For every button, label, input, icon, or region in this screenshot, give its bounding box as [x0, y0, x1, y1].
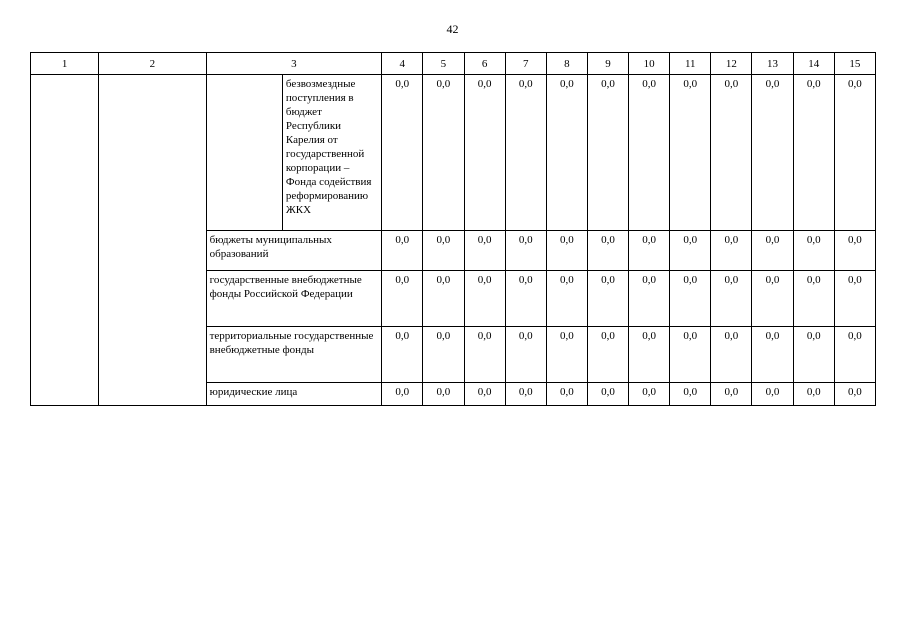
- header-cell: 15: [834, 53, 875, 75]
- value-cell: 0,0: [629, 383, 670, 406]
- col1-empty-cell: [31, 75, 99, 406]
- budget-table: [30, 52, 876, 406]
- value-cell: 0,0: [711, 231, 752, 271]
- value-cell: 0,0: [505, 327, 546, 383]
- value-cell: 0,0: [464, 327, 505, 383]
- header-cell: 4: [382, 53, 423, 75]
- indent-empty-cell: [206, 75, 282, 231]
- header-cell: 8: [546, 53, 587, 75]
- value-cell: 0,0: [382, 75, 423, 231]
- header-cell: 13: [752, 53, 793, 75]
- value-cell: 0,0: [752, 271, 793, 327]
- value-cell: 0,0: [834, 327, 875, 383]
- value-cell: 0,0: [423, 271, 464, 327]
- value-cell: 0,0: [670, 75, 711, 231]
- value-cell: 0,0: [793, 231, 834, 271]
- value-cell: 0,0: [711, 327, 752, 383]
- value-cell: 0,0: [752, 327, 793, 383]
- row-label: бюджеты муниципальных образований: [206, 231, 382, 271]
- value-cell: 0,0: [464, 271, 505, 327]
- value-cell: 0,0: [834, 75, 875, 231]
- value-cell: 0,0: [382, 327, 423, 383]
- value-cell: 0,0: [629, 271, 670, 327]
- row-label: безвозмездные поступления в бюджет Республики Карелия от государственной корпорации – Фонда содействия реформированию ЖКХ: [282, 75, 381, 231]
- value-cell: 0,0: [464, 231, 505, 271]
- value-cell: 0,0: [587, 231, 628, 271]
- header-cell: 12: [711, 53, 752, 75]
- value-cell: 0,0: [382, 231, 423, 271]
- value-cell: 0,0: [587, 383, 628, 406]
- value-cell: 0,0: [382, 271, 423, 327]
- value-cell: 0,0: [752, 231, 793, 271]
- value-cell: 0,0: [587, 271, 628, 327]
- value-cell: 0,0: [546, 75, 587, 231]
- value-cell: 0,0: [382, 383, 423, 406]
- header-cell: 11: [670, 53, 711, 75]
- value-cell: 0,0: [670, 271, 711, 327]
- value-cell: 0,0: [834, 383, 875, 406]
- value-cell: 0,0: [546, 327, 587, 383]
- value-cell: 0,0: [629, 231, 670, 271]
- value-cell: 0,0: [505, 231, 546, 271]
- value-cell: 0,0: [546, 231, 587, 271]
- value-cell: 0,0: [793, 271, 834, 327]
- value-cell: 0,0: [423, 231, 464, 271]
- value-cell: 0,0: [546, 271, 587, 327]
- table-row: [31, 75, 876, 231]
- value-cell: 0,0: [546, 383, 587, 406]
- value-cell: 0,0: [752, 75, 793, 231]
- value-cell: 0,0: [670, 327, 711, 383]
- value-cell: 0,0: [711, 383, 752, 406]
- value-cell: 0,0: [793, 75, 834, 231]
- row-label: государственные внебюджетные фонды Российской Федерации: [206, 271, 382, 327]
- value-cell: 0,0: [793, 383, 834, 406]
- value-cell: 0,0: [834, 231, 875, 271]
- value-cell: 0,0: [629, 327, 670, 383]
- value-cell: 0,0: [423, 327, 464, 383]
- value-cell: 0,0: [423, 75, 464, 231]
- header-cell: 10: [629, 53, 670, 75]
- header-cell: 3: [206, 53, 382, 75]
- value-cell: 0,0: [464, 383, 505, 406]
- value-cell: 0,0: [670, 383, 711, 406]
- page-number: 42: [446, 22, 459, 36]
- value-cell: 0,0: [711, 271, 752, 327]
- row-label: территориальные государственные внебюджетные фонды: [206, 327, 382, 383]
- value-cell: 0,0: [587, 327, 628, 383]
- header-cell: 5: [423, 53, 464, 75]
- value-cell: 0,0: [670, 231, 711, 271]
- value-cell: 0,0: [423, 383, 464, 406]
- value-cell: 0,0: [464, 75, 505, 231]
- header-cell: 9: [587, 53, 628, 75]
- table-header-row: [31, 53, 876, 75]
- value-cell: 0,0: [505, 383, 546, 406]
- row-label: юридические лица: [206, 383, 382, 406]
- header-cell: 6: [464, 53, 505, 75]
- header-cell: 7: [505, 53, 546, 75]
- value-cell: 0,0: [793, 327, 834, 383]
- value-cell: 0,0: [834, 271, 875, 327]
- header-cell: 1: [31, 53, 99, 75]
- value-cell: 0,0: [752, 383, 793, 406]
- value-cell: 0,0: [587, 75, 628, 231]
- col2-empty-cell: [99, 75, 206, 406]
- value-cell: 0,0: [505, 271, 546, 327]
- header-cell: 14: [793, 53, 834, 75]
- value-cell: 0,0: [711, 75, 752, 231]
- value-cell: 0,0: [505, 75, 546, 231]
- header-cell: 2: [99, 53, 206, 75]
- value-cell: 0,0: [629, 75, 670, 231]
